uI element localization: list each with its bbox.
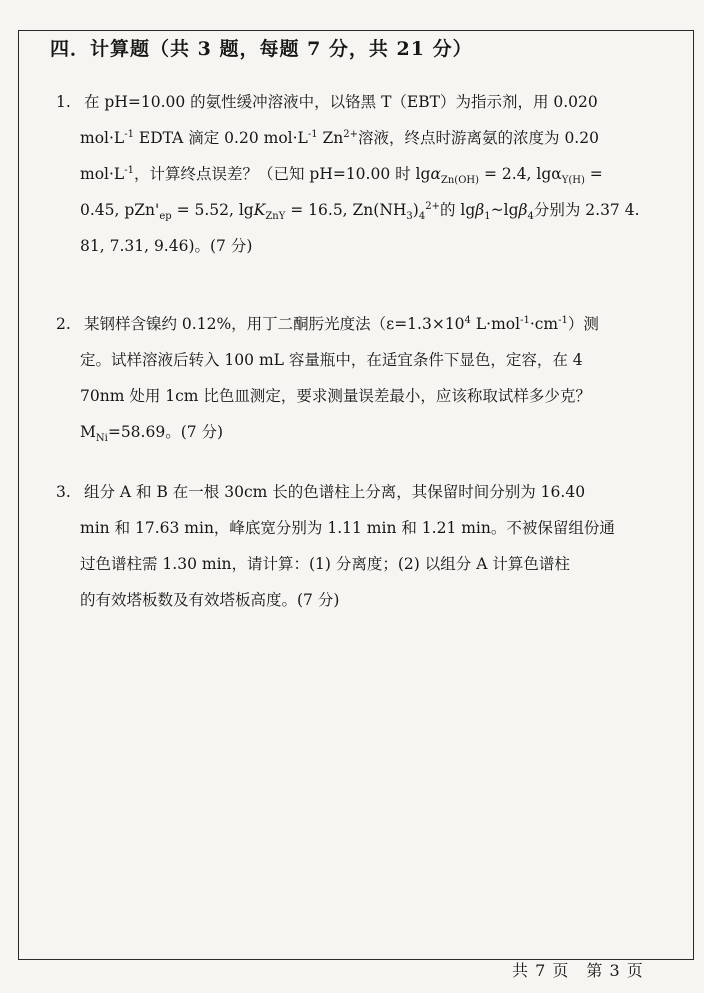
question-3-line-2: min 和 17.63 min，峰底宽分别为 1.11 min 和 1.21 min。不被保留组份通 [80,519,615,537]
question-3-line-4: 的有效塔板数及有效塔板高度。(7 分) [80,591,340,609]
question-number: 3. [56,483,71,501]
question-2-line-1: 某钢样含镍约 0.12%，用丁二酮肟光度法（$\varepsilon=1.3\times 10^4$ $L\cdot mol^{-1}\cdot cm^{-1}$）测 [84,314,599,333]
question-2-line-2: 定。试样溶液后转入 100 mL 容量瓶中，在适宜条件下显色，定容，在 4 [80,351,583,369]
question-1-line-1: 在 pH=10.00 的氨性缓冲溶液中，以铬黑 T（EBT）为指示剂，用 0.020 [84,93,598,111]
question-2-line-4: $M_{Ni}=58.69$。(7 分) [80,423,224,445]
question-1-line-2: $mol\cdot L^{-1}$ EDTA 滴定 0.20 $mol\cdot L^{-1}$ $Zn^{2+}$溶液，终点时游离氨的浓度为 0.20 [80,128,599,147]
page-footer: 共 7 页 第 3 页 [512,961,644,980]
question-1-line-4: 0.45, $pZn'_{ep} = 5.52$, lgK$_{ZnY}$ = 16.5, $Zn(NH_3)_4^{2+}$的 lgβ$_1$~lgβ$_4$分别为 2.37 4. [80,200,640,223]
question-1-line-3: $mol\cdot L^{-1}$，计算终点误差？（已知 pH=10.00 时 lgα$_{Zn(OH)}$ = 2.4, lgα$_{Y(H)}$ = [80,164,603,187]
question-1 [56,84,668,264]
question-1-line-5: 81, 7.31, 9.46)。(7 分) [80,237,253,255]
question-3-line-3: 过色谱柱需 1.30 min，请计算：(1) 分离度；(2) 以组分 A 计算色谱柱 [80,555,570,573]
section-title: 四．计算题（共 3 题，每题 7 分，共 21 分） [50,38,473,60]
question-number: 2. [56,315,71,333]
question-number: 1. [56,93,71,111]
question-2-line-3: 70nm 处用 1cm 比色皿测定，要求测量误差最小，应该称取试样多少克？ [80,387,591,405]
question-3 [56,474,668,618]
question-2 [56,306,668,450]
question-3-line-1: 组分 A 和 B 在一根 30cm 长的色谱柱上分离，其保留时间分别为 16.40 [84,483,586,501]
